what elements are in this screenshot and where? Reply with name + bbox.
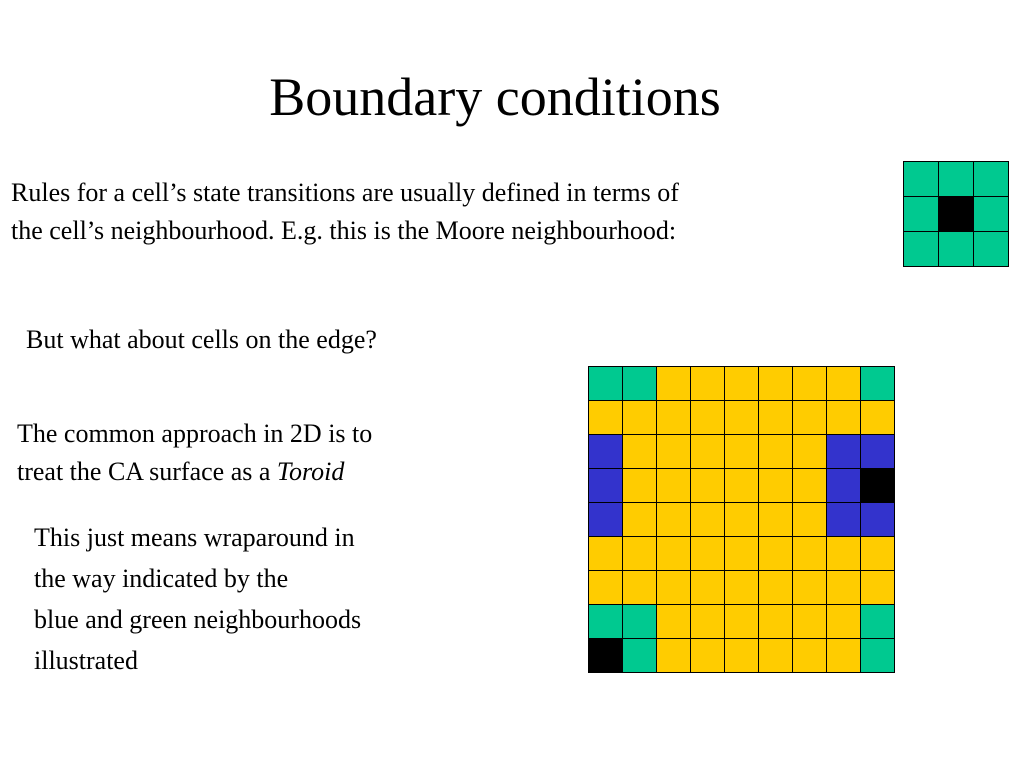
grid-cell [589, 435, 623, 469]
grid-cell [691, 367, 725, 401]
grid-cell [623, 571, 657, 605]
grid-cell [589, 469, 623, 503]
grid-cell [725, 401, 759, 435]
grid-cell [904, 232, 939, 267]
grid-cell [657, 435, 691, 469]
grid-cell [827, 503, 861, 537]
grid-cell [793, 469, 827, 503]
approach-line-1: The common approach in 2D is to [17, 419, 373, 448]
grid-cell [759, 639, 793, 673]
grid-cell [725, 605, 759, 639]
grid-cell [861, 503, 895, 537]
grid-cell [759, 503, 793, 537]
intro-paragraph [11, 174, 679, 250]
intro-line-1: Rules for a cell’s state transitions are usually defined in terms of [11, 178, 679, 207]
grid-cell [759, 571, 793, 605]
grid-cell [725, 571, 759, 605]
grid-cell [691, 605, 725, 639]
grid-cell [759, 469, 793, 503]
grid-cell [759, 537, 793, 571]
grid-cell [827, 571, 861, 605]
grid-cell [623, 401, 657, 435]
grid-cell [793, 639, 827, 673]
grid-cell [827, 367, 861, 401]
grid-cell [657, 367, 691, 401]
approach-line-2 [17, 453, 372, 491]
grid-cell [759, 367, 793, 401]
wrap-line-3: blue and green neighbourhoods [34, 605, 362, 634]
grid-cell [589, 401, 623, 435]
grid-cell [623, 435, 657, 469]
grid-cell [691, 435, 725, 469]
grid-cell [657, 401, 691, 435]
grid-cell [939, 162, 974, 197]
wrap-line-4: illustrated [34, 646, 138, 675]
grid-cell [793, 435, 827, 469]
grid-cell [827, 537, 861, 571]
grid-cell [589, 537, 623, 571]
grid-cell [589, 367, 623, 401]
grid-cell [657, 469, 691, 503]
grid-cell [691, 503, 725, 537]
grid-cell [861, 435, 895, 469]
grid-cell [691, 639, 725, 673]
intro-line-2: the cell’s neighbourhood. E.g. this is the Moore neighbourhood: [11, 216, 677, 245]
grid-cell [589, 605, 623, 639]
grid-cell [759, 435, 793, 469]
grid-cell [589, 639, 623, 673]
grid-cell [861, 367, 895, 401]
grid-cell [691, 571, 725, 605]
grid-cell [691, 469, 725, 503]
grid-cell [861, 401, 895, 435]
grid-cell [793, 401, 827, 435]
grid-cell [623, 537, 657, 571]
wrap-line-1: This just means wraparound in [34, 523, 355, 552]
grid-cell [904, 162, 939, 197]
grid-cell [939, 232, 974, 267]
grid-cell [589, 503, 623, 537]
edge-question: But what about cells on the edge? [26, 325, 377, 354]
grid-cell [623, 503, 657, 537]
grid-cell [657, 639, 691, 673]
grid-cell [793, 367, 827, 401]
grid-cell [827, 435, 861, 469]
grid-cell [725, 639, 759, 673]
grid-cell [793, 605, 827, 639]
wrap-line-2: the way indicated by the [34, 564, 289, 593]
approach-paragraph [17, 415, 372, 491]
approach-line-2-text: treat the CA surface as a [17, 457, 277, 486]
grid-cell [623, 367, 657, 401]
grid-cell [861, 605, 895, 639]
grid-cell [861, 469, 895, 503]
grid-cell [861, 571, 895, 605]
slide-title: Boundary conditions [269, 67, 721, 127]
grid-cell [827, 605, 861, 639]
grid-cell [589, 571, 623, 605]
grid-cell [623, 605, 657, 639]
grid-cell [861, 537, 895, 571]
wraparound-paragraph [34, 517, 361, 681]
grid-cell [691, 401, 725, 435]
grid-cell [691, 537, 725, 571]
grid-cell [974, 197, 1009, 232]
grid-cell [657, 571, 691, 605]
grid-cell [827, 469, 861, 503]
grid-cell [657, 503, 691, 537]
grid-cell [939, 197, 974, 232]
grid-cell [725, 367, 759, 401]
grid-cell [827, 639, 861, 673]
grid-cell [725, 435, 759, 469]
grid-cell [793, 537, 827, 571]
grid-cell [725, 537, 759, 571]
grid-cell [657, 605, 691, 639]
grid-cell [623, 469, 657, 503]
grid-cell [725, 503, 759, 537]
grid-cell [793, 503, 827, 537]
grid-cell [861, 639, 895, 673]
toroid-grid [588, 366, 895, 673]
grid-cell [657, 537, 691, 571]
grid-cell [974, 162, 1009, 197]
grid-cell [725, 469, 759, 503]
grid-cell [759, 401, 793, 435]
grid-cell [623, 639, 657, 673]
grid-cell [793, 571, 827, 605]
grid-cell [974, 232, 1009, 267]
grid-cell [759, 605, 793, 639]
grid-cell [827, 401, 861, 435]
grid-cell [904, 197, 939, 232]
toroid-emphasis: Toroid [276, 457, 345, 486]
moore-neighbourhood-grid [903, 161, 1009, 267]
